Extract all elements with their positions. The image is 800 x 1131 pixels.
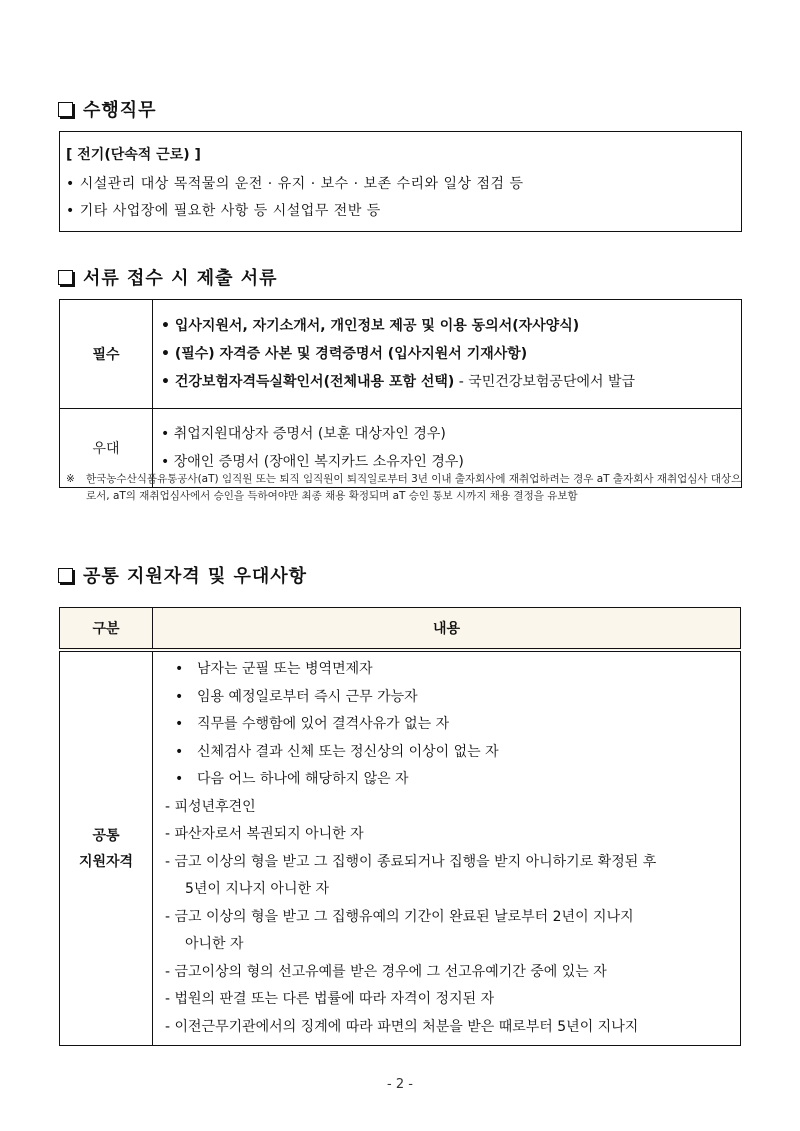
list-item [175, 739, 730, 767]
checkbox-icon [58, 568, 73, 583]
sub-list-item-continued: 아니한 자 [185, 936, 244, 952]
bullet-icon: • [175, 661, 184, 677]
list-item [175, 766, 730, 794]
note-text: 한국농수산식품유통공사(aT) 임직원 또는 퇴직 임직원이 퇴직일로부터 3년 이내 출자회사에 재취업하려는 경우 aT 출자회사 재취업심사 대상으로서, aT의 재취업심사에서 승인을 득하여야만 최종 채용 확정되며 aT 승인 통보 시까지 채용 결정을 유보함 [86, 473, 742, 502]
duties-subtitle: [ 전기(단속적 근로) ] [66, 147, 201, 163]
list-item [175, 656, 730, 684]
required-content [153, 300, 742, 409]
header-content: 내용 [153, 608, 741, 651]
list-item-text: 신체검사 결과 신체 또는 정신상의 이상이 없는 자 [197, 743, 499, 760]
row-label-line: 공통 [92, 827, 120, 844]
sub-list-item: - 금고 이상의 형을 받고 그 집행이 종료되거나 집행을 받지 아니하기로 확정된 후 [165, 853, 657, 870]
preferred-item: • 취업지원대상자 증명서 (보훈 대상자인 경우) [161, 426, 446, 442]
checkbox-icon [58, 102, 73, 117]
bullet-icon: • [175, 688, 184, 705]
section-title-documents [58, 264, 278, 290]
sub-list-item: - 법원의 판결 또는 다른 법률에 따라 자격이 정지된 자 [165, 991, 495, 1007]
checkbox-icon [58, 270, 73, 285]
section-title-text: 수행직무 [83, 100, 157, 121]
duties-line: • 시설관리 대상 목적물의 운전 · 유지 · 보수 · 보존 수리와 일상 점검 등 [66, 176, 524, 192]
list-item-text: 남자는 군필 또는 병역면제자 [197, 661, 373, 677]
required-item-normal: - 국민건강보험공단에서 발급 [454, 374, 636, 390]
documents-table [59, 299, 742, 488]
list-item [175, 711, 730, 739]
documents-note [66, 471, 746, 505]
required-item: • 입사지원서, 자기소개서, 개인정보 제공 및 이용 동의서(자사양식) [161, 318, 580, 334]
sub-list-item: - 피성년후견인 [165, 798, 256, 815]
list-item-text: 직무를 수행함에 있어 결격사유가 없는 자 [197, 716, 450, 732]
row-content [153, 650, 741, 1046]
qualifications-table [59, 607, 741, 1046]
header-category: 구분 [60, 608, 153, 651]
table-row [60, 650, 741, 1046]
sub-list-item: - 금고 이상의 형을 받고 그 집행유예의 기간이 완료된 날로부터 2년이 지나지 [165, 908, 634, 925]
bullet-icon: • [175, 716, 184, 732]
duties-line: • 기타 사업장에 필요한 사항 등 시설업무 전반 등 [66, 203, 381, 219]
table-row-required [60, 300, 742, 409]
row-label [60, 650, 153, 1046]
sub-list-item: - 이전근무기관에서의 징계에 따라 파면의 처분을 받은 때로부터 5년이 지나지 [165, 1018, 639, 1035]
required-item: • (필수) 자격증 사본 및 경력증명서 (입사지원서 기재사항) [161, 346, 528, 362]
list-item-text: 임용 예정일로부터 즉시 근무 가능자 [197, 688, 418, 705]
duties-box [59, 131, 742, 232]
required-item [161, 368, 733, 396]
row-label-line: 지원자격 [78, 853, 134, 870]
page-number: - 2 - [387, 1077, 413, 1092]
section-title-duties [58, 96, 157, 122]
sub-list-item-continued: 5년이 지나지 아니한 자 [185, 881, 329, 897]
bullet-icon: • [175, 771, 184, 787]
sub-list-item: - 금고이상의 형의 선고유예를 받은 경우에 그 선고유예기간 중에 있는 자 [165, 963, 607, 980]
required-label: 필수 [60, 300, 153, 409]
preferred-label: 우대 [60, 409, 153, 488]
section-title-text: 서류 접수 시 제출 서류 [83, 268, 278, 289]
table-header-row [60, 608, 741, 651]
preferred-item: • 장애인 증명서 (장애인 복지카드 소유자인 경우) [161, 454, 464, 470]
bullet-icon: • [175, 743, 184, 760]
note-mark: ※ [66, 473, 75, 485]
list-item [175, 684, 730, 712]
sub-list-item: - 파산자로서 복권되지 아니한 자 [165, 826, 364, 842]
section-title-text: 공통 지원자격 및 우대사항 [83, 566, 308, 587]
list-item-text: 다음 어느 하나에 해당하지 않은 자 [197, 771, 409, 787]
required-item-bold: • 건강보험자격득실확인서(전체내용 포함 선택) [161, 374, 455, 390]
section-title-qualifications [58, 562, 307, 588]
